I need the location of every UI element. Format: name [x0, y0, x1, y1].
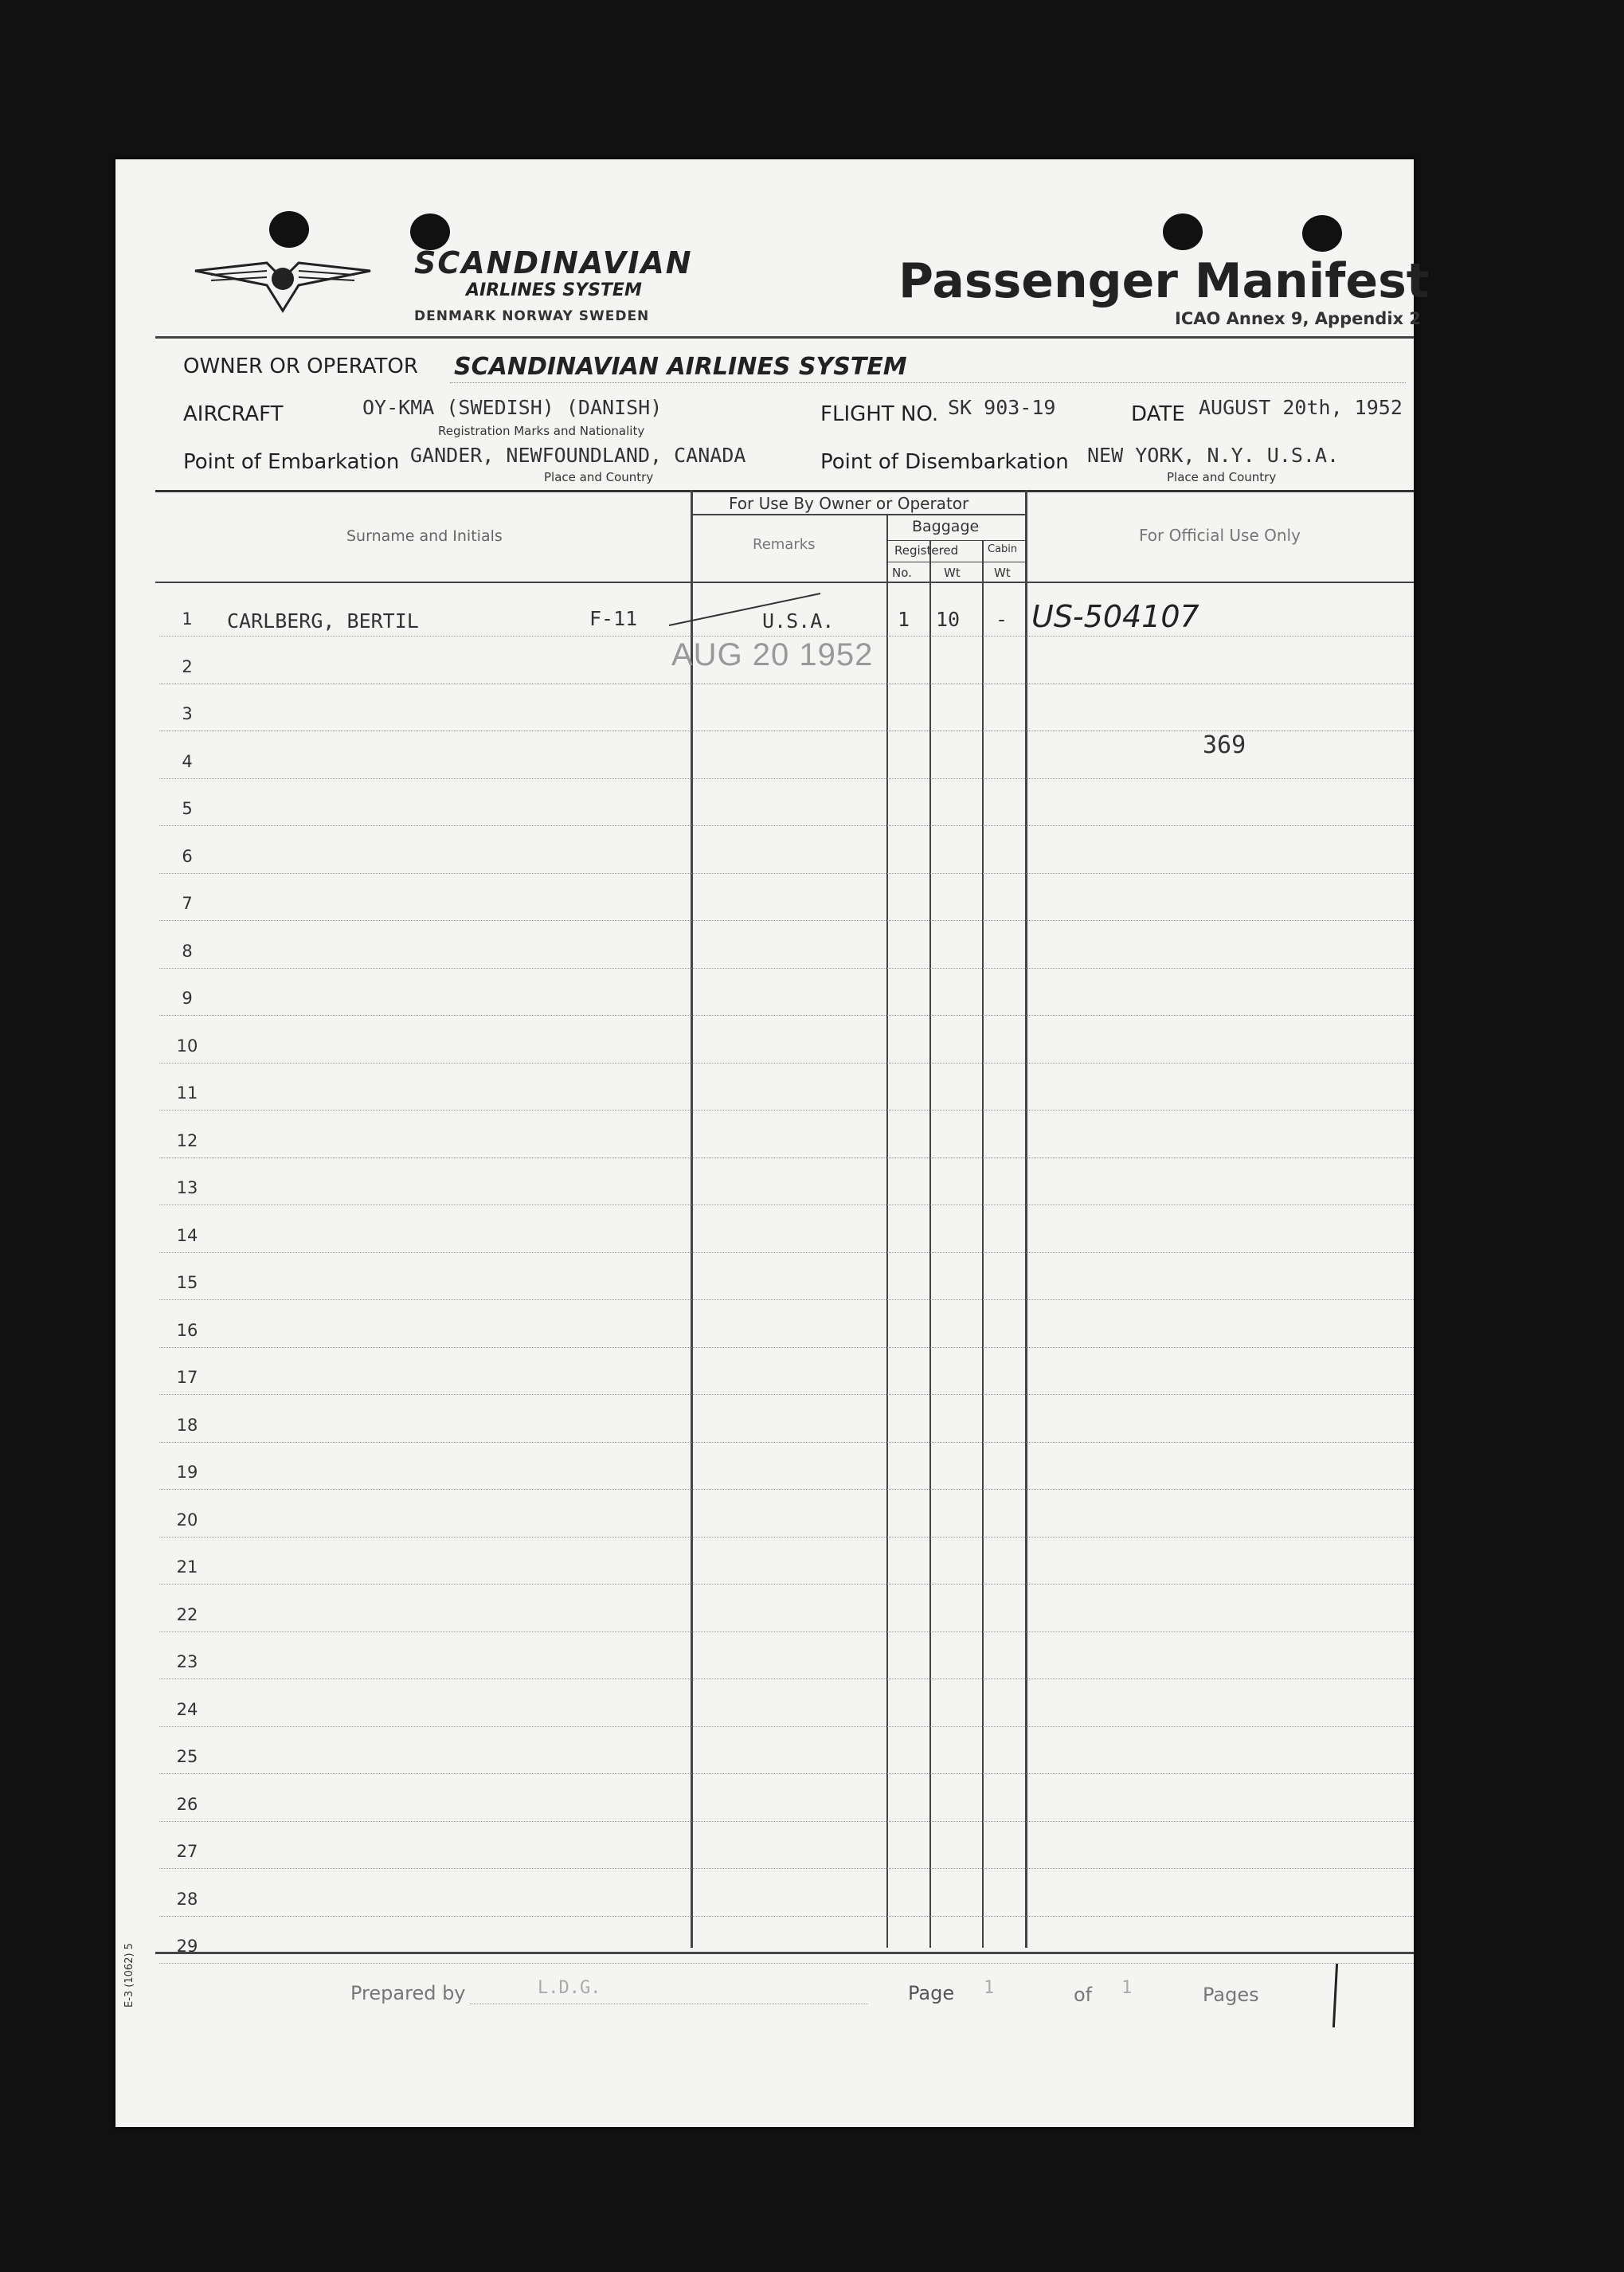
- row-number: 13: [176, 1178, 198, 1197]
- baggage-header-rule: [886, 540, 1025, 541]
- airline-subtitle: AIRLINES SYSTEM: [466, 280, 642, 300]
- row-line: [159, 1916, 1414, 1917]
- disembarkation-label: Point of Disembarkation: [820, 450, 1069, 474]
- official-number: 369: [1203, 731, 1246, 759]
- header-wt: Wt: [944, 566, 961, 580]
- aircraft-note: Registration Marks and Nationality: [438, 424, 645, 438]
- row-number: 21: [176, 1557, 198, 1577]
- header-rule: [155, 336, 1414, 339]
- date-value: AUGUST 20th, 1952: [1199, 396, 1403, 419]
- column-divider-official: [1025, 490, 1027, 1948]
- of-value: 1: [1121, 1978, 1133, 1998]
- embarkation-value: GANDER, NEWFOUNDLAND, CANADA: [410, 444, 746, 467]
- passenger-code: F-11: [589, 607, 638, 630]
- table-header-rule: [155, 582, 1414, 583]
- row-line: [159, 778, 1414, 779]
- aircraft-label: AIRCRAFT: [183, 402, 284, 426]
- row-number: 23: [176, 1652, 198, 1671]
- table-top-rule: [155, 490, 1414, 492]
- row-number: 6: [182, 846, 193, 866]
- punch-hole: [1302, 215, 1342, 252]
- passenger-bag-wt: 10: [936, 608, 961, 631]
- row-line: [159, 1726, 1414, 1727]
- row-line: [159, 1015, 1414, 1016]
- handwritten-mark: [1332, 1964, 1338, 2027]
- row-line: [159, 1773, 1414, 1774]
- row-number: 19: [176, 1463, 198, 1482]
- flight-label: FLIGHT NO.: [820, 402, 939, 426]
- passenger-name: CARLBERG, BERTIL: [227, 609, 419, 633]
- header-baggage: Baggage: [912, 518, 980, 535]
- row-number: 20: [176, 1510, 198, 1530]
- column-divider-no: [929, 540, 931, 1948]
- row-line: [159, 1252, 1414, 1253]
- row-line: [159, 1821, 1414, 1822]
- column-divider-remarks: [886, 514, 888, 1948]
- row-number: 25: [176, 1747, 198, 1766]
- row-number: 26: [176, 1794, 198, 1814]
- flight-value: SK 903-19: [948, 396, 1056, 419]
- manifest-sheet: [115, 159, 1430, 2127]
- prepared-value: L.D.G.: [538, 1978, 601, 1998]
- row-number: 11: [176, 1083, 198, 1103]
- row-line: [159, 1299, 1414, 1300]
- row-number: 2: [182, 656, 193, 676]
- row-line: [159, 1394, 1414, 1395]
- punch-hole: [1163, 213, 1203, 250]
- header-registered: Registered: [894, 543, 959, 558]
- of-label: of: [1074, 1984, 1093, 2006]
- disembarkation-note: Place and Country: [1167, 470, 1277, 484]
- pages-label: Pages: [1203, 1984, 1259, 2006]
- header-names: Surname and Initials: [346, 527, 503, 545]
- row-number: 24: [176, 1699, 198, 1719]
- header-official: For Official Use Only: [1139, 526, 1301, 545]
- disembarkation-value: NEW YORK, N.Y. U.S.A.: [1087, 444, 1340, 467]
- row-number: 14: [176, 1225, 198, 1245]
- cabin-header-divider: [982, 540, 983, 562]
- row-number: 15: [176, 1273, 198, 1292]
- row-line: [159, 968, 1414, 969]
- row-number: 18: [176, 1415, 198, 1435]
- row-line: [159, 1963, 1414, 1964]
- footer-rule: [155, 1952, 1414, 1954]
- row-line: [159, 1110, 1414, 1111]
- airline-logo-icon: [187, 239, 378, 319]
- row-line: [159, 636, 1414, 637]
- date-label: DATE: [1131, 402, 1185, 426]
- row-number: 8: [182, 941, 193, 961]
- header-remarks: Remarks: [753, 536, 816, 553]
- header-owner-use: For Use By Owner or Operator: [729, 494, 969, 513]
- row-line: [159, 1537, 1414, 1538]
- passenger-bag-no: 1: [898, 608, 910, 631]
- row-number: 28: [176, 1889, 198, 1909]
- form-code: E-3 (1062) 5: [123, 1943, 135, 2008]
- row-number: 9: [182, 989, 193, 1008]
- header-cabin-wt: Wt: [994, 566, 1011, 580]
- row-number: 1: [182, 609, 193, 629]
- page-value: 1: [984, 1978, 995, 1998]
- official-handwritten: US-504107: [1031, 599, 1199, 634]
- header-no: No.: [892, 566, 912, 580]
- embarkation-note: Place and Country: [544, 470, 654, 484]
- owner-value: SCANDINAVIAN AIRLINES SYSTEM: [454, 353, 907, 381]
- column-divider-wt: [982, 540, 984, 1948]
- row-line: [159, 920, 1414, 921]
- airline-name: SCANDINAVIAN: [414, 245, 693, 280]
- owner-underline: [450, 382, 1406, 383]
- row-line: [159, 1442, 1414, 1443]
- prepared-label: Prepared by: [350, 1982, 466, 2004]
- page-label: Page: [908, 1982, 955, 2004]
- row-line: [159, 1489, 1414, 1490]
- form-reference: ICAO Annex 9, Appendix 2: [1175, 309, 1422, 328]
- row-line: [159, 825, 1414, 826]
- row-number: 16: [176, 1320, 198, 1340]
- row-number: 7: [182, 894, 193, 913]
- owner-header-rule: [691, 514, 1025, 515]
- row-line: [159, 1347, 1414, 1348]
- row-number: 10: [176, 1036, 198, 1056]
- row-line: [159, 873, 1414, 874]
- passenger-cabin: -: [996, 608, 1008, 631]
- column-divider-names: [691, 490, 693, 1948]
- passenger-remarks: U.S.A.: [762, 609, 835, 633]
- row-number: 29: [176, 1937, 198, 1956]
- row-line: [159, 1063, 1414, 1064]
- row-number: 4: [182, 751, 193, 771]
- header-cabin: Cabin: [988, 543, 1018, 555]
- row-number: 27: [176, 1842, 198, 1861]
- row-number: 17: [176, 1368, 198, 1387]
- row-number: 22: [176, 1604, 198, 1624]
- embarkation-label: Point of Embarkation: [183, 450, 400, 474]
- aircraft-value: OY-KMA (SWEDISH) (DANISH): [362, 396, 663, 419]
- row-line: [159, 1868, 1414, 1869]
- form-title: Passenger Manifest: [898, 253, 1430, 309]
- row-number: 5: [182, 799, 193, 818]
- row-number: 3: [182, 704, 193, 723]
- airline-countries: DENMARK NORWAY SWEDEN: [414, 308, 650, 324]
- owner-label: OWNER OR OPERATOR: [183, 355, 418, 378]
- row-line: [159, 1584, 1414, 1585]
- date-stamp: AUG 20 1952: [671, 637, 874, 672]
- row-number: 12: [176, 1130, 198, 1150]
